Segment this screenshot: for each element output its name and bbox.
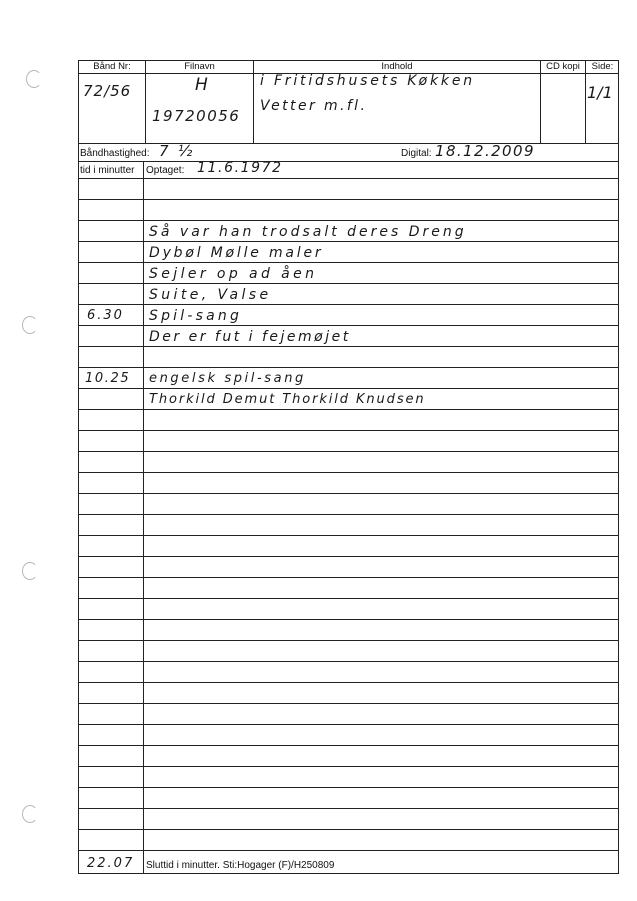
row-line [79, 304, 618, 305]
row-line [79, 262, 618, 263]
footer-time: 22.07 [87, 856, 135, 871]
row-line [79, 619, 618, 620]
divider [253, 61, 254, 143]
band-nr-value: 72/56 [83, 82, 132, 100]
row-line [79, 682, 618, 683]
optaget-value: 11.6.1972 [197, 160, 283, 176]
entry-text: Spil-sang [149, 308, 243, 324]
row-line [79, 850, 618, 851]
header-band-nr: Bånd Nr: [79, 61, 145, 74]
row-line [79, 388, 618, 389]
row-line [79, 661, 618, 662]
row-line [79, 724, 618, 725]
footer-text: Sluttid i minutter. Sti:Hogager (F)/H250809 [146, 860, 335, 871]
row-line [79, 451, 618, 452]
punch-hole-2 [22, 316, 38, 334]
entry-text: engelsk spil-sang [149, 371, 306, 386]
registration-sheet [78, 60, 619, 874]
row-line [79, 766, 618, 767]
header-side: Side: [586, 61, 619, 74]
entry-text: Der er fut i fejemøjet [149, 329, 351, 345]
row-line [79, 829, 618, 830]
divider [145, 61, 146, 143]
row-line [79, 430, 618, 431]
row-line [79, 199, 618, 200]
header-cd-kopi: CD kopi [541, 61, 585, 74]
punch-hole-3 [22, 562, 38, 580]
indhold-line2: Vetter m.fl. [260, 98, 368, 114]
indhold-line1: i Fritidshusets Køkken [260, 73, 475, 89]
row-line [79, 178, 618, 179]
entry-time: 6.30 [87, 308, 124, 323]
bandhastighed-value: 7 ½ [159, 142, 195, 160]
row-line [79, 367, 618, 368]
filnavn-letter: H [195, 75, 210, 95]
row-line [79, 283, 618, 284]
punch-hole-4 [22, 805, 38, 823]
entry-time: 10.25 [85, 371, 131, 386]
filnavn-number: 19720056 [152, 107, 241, 125]
digital-value: 18.12.2009 [435, 142, 535, 160]
entry-text: Så var han trodsalt deres Dreng [149, 224, 467, 240]
row-line [79, 325, 618, 326]
punch-hole-1 [26, 70, 42, 88]
row-line [79, 745, 618, 746]
row-line [79, 241, 618, 242]
row-line [79, 472, 618, 473]
row-line [79, 514, 618, 515]
row-line [79, 556, 618, 557]
entry-text: Thorkild Demut Thorkild Knudsen [149, 392, 426, 407]
row-line [79, 577, 618, 578]
row-line [79, 787, 618, 788]
side-value: 1/1 [587, 83, 613, 102]
optaget-label: Optaget: [146, 165, 185, 176]
row-line [79, 346, 618, 347]
row-line [79, 220, 618, 221]
entry-text: Sejler op ad åen [149, 266, 318, 282]
entry-text: Dybøl Mølle maler [149, 245, 324, 261]
row-line [79, 808, 618, 809]
entry-text: Suite, Valse [149, 287, 272, 303]
row-line [79, 493, 618, 494]
bandhastighed-label: Båndhastighed: [80, 148, 150, 159]
row-line [79, 409, 618, 410]
row-line [79, 703, 618, 704]
digital-label: Digital: [401, 148, 432, 159]
header-indhold: Indhold [254, 61, 540, 74]
divider [540, 61, 541, 143]
header-filnavn: Filnavn [146, 61, 253, 74]
row-line [79, 640, 618, 641]
row-line [79, 535, 618, 536]
row-line [79, 161, 618, 162]
tid-label: tid i minutter [80, 165, 135, 176]
row-line [79, 598, 618, 599]
divider [585, 61, 586, 143]
